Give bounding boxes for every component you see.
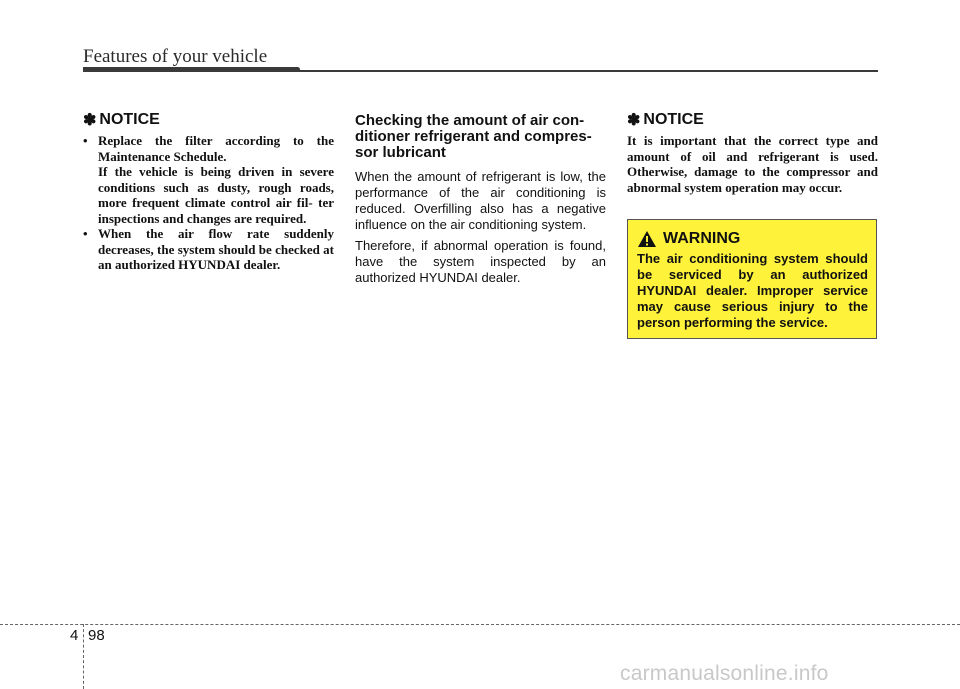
warning-box [627, 219, 877, 339]
warning-title: WARNING [663, 230, 741, 247]
notice-title: NOTICE [643, 111, 704, 128]
notice-heading [627, 110, 878, 130]
bullet-text: When the air flow rate suddenly decreases, the system should be checked at an authorized HYUNDAI dealer. [98, 226, 334, 272]
header-title: Features of your vehicle [83, 46, 268, 67]
chapter-number: 4 [70, 627, 79, 644]
warning-heading [637, 230, 868, 248]
column-middle [355, 110, 606, 291]
notice-text: It is important that the correct type and amount of oil and refrigerant is used. Otherwise, damage to the compressor and abnormal system operation may occur. [627, 133, 878, 195]
header-rule-accent [83, 67, 300, 72]
notice-title: NOTICE [99, 111, 160, 128]
notice-heading [83, 110, 334, 130]
notice-bullet-list [83, 133, 334, 273]
notice-star-icon: ✽ [627, 112, 641, 129]
section-title: Checking the amount of air con- ditioner refrigerant and compres- sor lubricant [355, 112, 592, 161]
warning-text: The air conditioning system should be serviced by an authorized HYUNDAI dealer. Improper service may cause serious injury to the person performing the service. [637, 251, 868, 330]
warning-triangle-icon [637, 230, 657, 248]
watermark: carmanualsonline.info [620, 662, 829, 685]
bullet-mark: • [83, 226, 88, 241]
body-paragraph: Therefore, if abnormal operation is found, have the system inspected by an authorized HYUNDAI dealer. [355, 238, 606, 285]
bullet-mark: • [83, 133, 88, 148]
column-left [83, 110, 334, 273]
footer-rule [0, 624, 960, 625]
footer-divider [83, 624, 84, 689]
notice-star-icon: ✽ [83, 112, 97, 129]
bullet-text: If the vehicle is being driven in severe conditions such as dusty, rough roads, more frequent climate control air fil- ter inspections and changes are required. [98, 164, 334, 226]
page-number: 98 [88, 627, 105, 644]
body-paragraph: When the amount of refrigerant is low, the performance of the air conditioning is reduced. Overfilling also has a negative influence on the air conditioning system. [355, 169, 606, 232]
column-right [627, 110, 878, 195]
bullet-text: Replace the filter according to the Maintenance Schedule. [98, 133, 334, 164]
bullet-item [83, 226, 334, 273]
bullet-item [83, 133, 334, 226]
